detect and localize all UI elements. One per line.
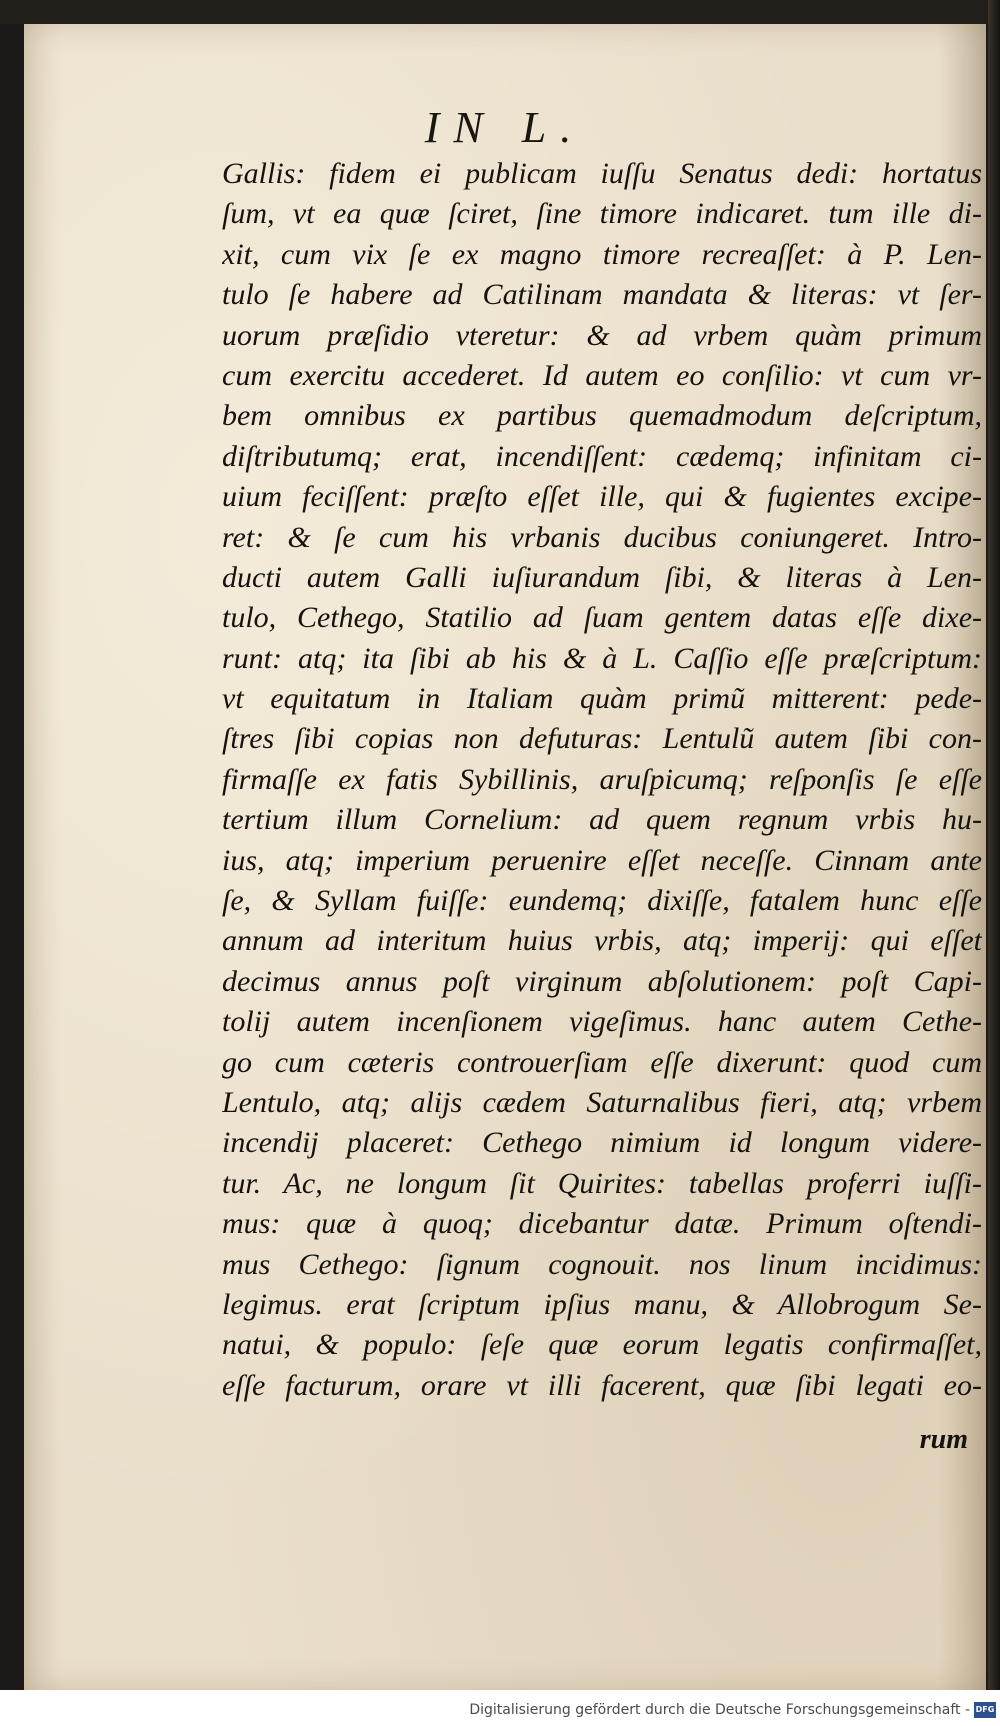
text-line: tulo ſe habere ad Catilinam mandata & literas: vt ſer- (222, 278, 982, 312)
text-line: ret: & ſe cum his vrbanis ducibus coniungeret. Intro- (222, 520, 982, 554)
running-head: IN L. (424, 103, 586, 152)
book-edge-right (988, 0, 1000, 1726)
text-line: uium feciſſent: præſto eſſet ille, qui & fugientes excipe- (222, 480, 982, 514)
text-line: vt equitatum in Italiam quàm primũ mitterent: pede- (222, 682, 982, 716)
text-line: annum ad interitum huius vrbis, atq; imperij: qui eſſet (222, 924, 982, 958)
book-page (24, 24, 986, 1690)
text-line: eſſe facturum, orare vt illi facerent, quæ ſibi legati eo- (222, 1368, 982, 1402)
text-line: Lentulo, atq; alijs cædem Saturnalibus fieri, atq; vrbem (222, 1085, 982, 1119)
body-text (222, 154, 982, 1406)
text-line: diſtributumq; erat, incendiſſent: cædemq; infinitam ci- (222, 439, 982, 473)
text-line: tur. Ac, ne longum ſit Quirites: tabellas proferri iuſſi- (222, 1166, 982, 1200)
text-line: ſtres ſibi copias non defuturas: Lentulũ autem ſibi con- (222, 722, 982, 756)
text-line: natui, & populo: ſeſe quæ eorum legatis confirmaſſet, (222, 1328, 982, 1362)
text-line: tolij autem incenſionem vigeſimus. hanc autem Cethe- (222, 1005, 982, 1039)
text-line: firmaſſe ex fatis Sybillinis, aruſpicumq; reſponſis ſe eſſe (222, 762, 982, 796)
text-line: runt: atq; ita ſibi ab his & à L. Caſſio eſſe præſcriptum: (222, 641, 982, 675)
text-line: legimus. erat ſcriptum ipſius manu, & Allobrogum Se- (222, 1287, 982, 1321)
text-line: Gallis: fidem ei publicam iuſſu Senatus dedi: hortatus (222, 157, 982, 190)
book-edge-top (0, 0, 1000, 24)
text-line: tertium illum Cornelium: ad quem regnum vrbis hu- (222, 803, 982, 837)
text-line: bem omnibus ex partibus quemadmodum deſcriptum, (222, 399, 982, 433)
text-line: go cum cæteris controuerſiam eſſe dixerunt: quod cum (222, 1045, 982, 1079)
text-line: decimus annus poſt virginum abſolutionem: poſt Capi- (222, 964, 982, 998)
text-line: mus Cethego: ſignum cognouit. nos linum incidimus: (222, 1247, 982, 1281)
catchword: rum (919, 1424, 968, 1455)
text-line: ius, atq; imperium peruenire eſſet neceſſe. Cinnam ante (222, 843, 982, 877)
text-line: ſum, vt ea quæ ſciret, ſine timore indicaret. tum ille di- (222, 197, 982, 231)
text-line: incendij placeret: Cethego nimium id longum videre- (222, 1126, 982, 1160)
text-line: mus: quæ à quoq; dicebantur datæ. Primum oſtendi- (222, 1207, 982, 1241)
footer-bar (0, 1690, 1000, 1726)
text-line: ducti autem Galli iuſiurandum ſibi, & literas à Len- (222, 560, 982, 594)
digitization-credit: Digitalisierung gefördert durch die Deutsche Forschungsgemeinschaft - (469, 1702, 970, 1718)
dfg-logo: DFG (974, 1702, 996, 1718)
text-line: uorum præſidio vteretur: & ad vrbem quàm primum (222, 318, 982, 352)
text-line: ſe, & Syllam fuiſſe: eundemq; dixiſſe, fatalem hunc eſſe (222, 884, 982, 918)
text-line: cum exercitu accederet. Id autem eo conſilio: vt cum vr- (222, 358, 982, 392)
text-line: xit, cum vix ſe ex magno timore recreaſſet: à P. Len- (222, 237, 982, 271)
text-line: tulo, Cethego, Statilio ad ſuam gentem datas eſſe dixe- (222, 601, 982, 635)
